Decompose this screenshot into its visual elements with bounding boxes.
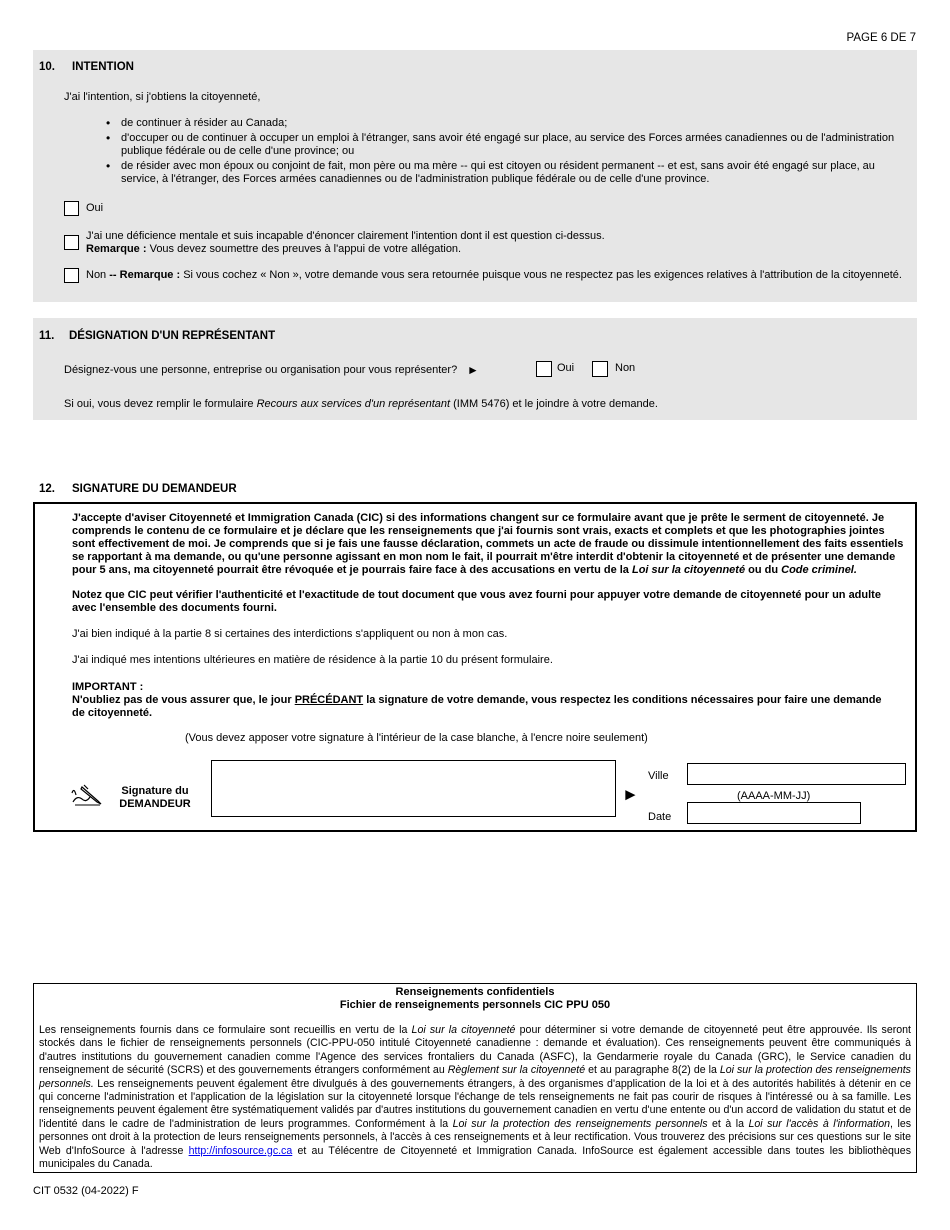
form-code: CIT 0532 (04-2022) F [33, 1185, 139, 1197]
signature-instruction: (Vous devez apposer votre signature à l'intérieur de la case blanche, à l'encre noire seulement) [185, 732, 648, 744]
ville-label: Ville [648, 770, 669, 782]
representant-oui-label: Oui [557, 362, 575, 374]
intention-oui-checkbox[interactable] [64, 201, 79, 216]
conf-text-3: et au paragraphe 8(2) de la [585, 1064, 720, 1077]
residence-statement: J'ai indiqué mes intentions ultérieures en matière de résidence à la partie 10 du présent formulaire. [72, 654, 553, 666]
note-pre: Si oui, vous devez remplir le formulaire [64, 398, 257, 410]
interdictions-statement: J'ai bien indiqué à la partie 8 si certaines des interdictions s'appliquent ou non à mon cas. [72, 628, 508, 640]
intention-non-checkbox[interactable] [64, 268, 79, 283]
non-remark-label: -- Remarque : [106, 269, 181, 281]
conf-text-5: et à la [707, 1117, 749, 1130]
right-arrow-icon: ► [622, 785, 639, 804]
intention-bullet: • de continuer à résider au Canada; [121, 117, 896, 130]
important-text [72, 694, 892, 720]
intention-oui-label: Oui [86, 202, 104, 214]
conf-text-4: Les renseignements peuvent également être divulgués à des gouvernements étrangers, à des organismes d'application de la loi et à des autorités habilités à détenir en ce qui concerne l'administration et l'application de la législation sur la citoyenneté lorsque l'échange de tels renseignements ne fait pas courir de risques à l'intéressé ou à sa famille. Les renseignements peuvent également être systématiquement validés par d'autres institutions du gouvernement canadien en vertu d'une entente ou d'un accord de validation du statut et de l'identité dans le cadre de l'administration de leurs programmes. Conformément à la [39, 1077, 911, 1130]
ville-input[interactable] [687, 763, 906, 785]
declaration-text: J'accepte d'aviser Citoyenneté et Immigration Canada (CIC) si des informations changent sur ce formulaire avant que je prête le serment de citoyenneté. Je comprends le contenu de ce formulaire et je déclare que les renseignements que j'ai fournis sont vrais, exacts et complets et que les photographies jointes sont effectivement de moi. Je comprends que si je fais une fausse déclaration, commets un acte de fraude ou dissimule intentionnellement des faits essentiels se rapportant à ma demande, ou qu'une personne agissant en mon nom le fait, il pourrait m'être interdit d'obtenir la citoyenneté et de présenter une demande pour 5 ans, ma citoyenneté pourrait être révoquée et je pourrais faire face à des accusations en vertu de la [72, 512, 904, 576]
conf-law-4: Loi sur la protection des renseignements personnels [452, 1117, 708, 1130]
section-11-title: DÉSIGNATION D'UN REPRÉSENTANT [69, 330, 276, 342]
declaration-law-2: Code criminel. [781, 564, 857, 576]
conf-text-6: , les personnes ont droit à la protection de leurs renseignements personnels, à l'accès à ces renseignements et à leur rectification. Vous trouverez des précisions sur ces questions sur le site Web d'InfoSource à l'adresse [39, 1117, 912, 1157]
important-label: IMPORTANT : [72, 681, 144, 693]
page-number: PAGE 6 DE 7 [846, 32, 916, 44]
conf-law-2: Règlement sur la citoyenneté [447, 1064, 586, 1077]
section-10-title: INTENTION [72, 61, 134, 73]
deficience-remark-text: Vous devez soumettre des preuves à l'appui de votre allégation. [146, 243, 462, 255]
intention-non-label [86, 269, 906, 282]
signature-label-line1: Signature du [121, 785, 189, 797]
date-input[interactable] [687, 802, 861, 824]
verification-paragraph: Notez que CIC peut vérifier l'authenticité et l'exactitude de tout document que vous avez fourni pour appuyer votre demande de citoyenneté pour un adulte avec l'ensemble des documents fourni. [72, 589, 881, 614]
conf-law-5: Loi sur l'accès à l'information [748, 1117, 891, 1130]
representant-note [64, 398, 658, 411]
representant-non-label: Non [615, 362, 636, 374]
confidential-subtitle: Fichier de renseignements personnels CIC PPU 050 [339, 999, 611, 1011]
date-label: Date [648, 811, 672, 823]
representant-non-checkbox[interactable] [592, 361, 608, 377]
date-format-hint: (AAAA-MM-JJ) [737, 790, 811, 802]
signature-field[interactable] [211, 760, 616, 817]
infosource-link[interactable]: http://infosource.gc.ca [188, 1144, 293, 1157]
section-12-title: SIGNATURE DU DEMANDEUR [72, 483, 237, 495]
confidential-title: Renseignements confidentiels [395, 986, 555, 998]
representant-oui-checkbox[interactable] [536, 361, 552, 377]
section-10-number: 10. [39, 61, 55, 73]
declaration-law-1: Loi sur la citoyenneté [631, 564, 746, 576]
intention-bullet: • de résider avec mon époux ou conjoint de fait, mon père ou ma mère -- qui est citoyen ou résident permanent -- et est, sans avoir été engagé sur place, au service, à l'étranger, des Forces armées canadiennes ou de l'administration publique fédérale ou de celle d'une province. [121, 160, 896, 186]
section-12-number: 12. [39, 483, 55, 495]
deficience-remark [86, 243, 886, 256]
conf-text-1: Les renseignements fournis dans ce formulaire sont recueillis en vertu de la [39, 1024, 412, 1036]
important-underlined: PRÉCÉDANT [294, 694, 364, 706]
pen-signature-icon [70, 781, 104, 807]
deficience-remark-label: Remarque : [86, 243, 147, 255]
confidential-body [39, 1024, 911, 1171]
deficience-text: J'ai une déficience mentale et suis incapable d'énoncer clairement l'intention dont il est question ci-dessus. [86, 230, 605, 242]
intention-bullet-list [121, 117, 896, 188]
important-text-b: la signature de votre demande, vous respectez les conditions nécessaires pour faire une demande de citoyenneté. [72, 694, 882, 719]
non-remark-text: Si vous cochez « Non », votre demande vous sera retournée puisque vous ne respectez pas les exigences relatives à l'attribution de la citoyenneté. [180, 269, 902, 281]
section-11-number: 11. [39, 330, 55, 342]
conf-text-2: pour déterminer si votre demande de citoyenneté peut être approuvée. Ils seront stockés dans le fichier de renseignements personnels (CIC-PPU-050 intitulé Citoyenneté canadienne : demande et évaluation). Ces renseignements peuvent être communiqués à d'autres institutions du gouvernement canadien comme l'Agence des services frontaliers du Canada (ASFC), la Gendarmerie royale du Canada (GRC), le Service canadien du renseignement de sécurité (SCRS) et des gouvernements étrangers conformément au [39, 1024, 911, 1077]
important-notice [72, 681, 892, 720]
conf-text-7: et au Télécentre de Citoyenneté et Immigration Canada. InfoSource est également accessible dans toutes les bibliothèques municipales du Canada. [39, 1144, 911, 1171]
representant-question: Désignez-vous une personne, entreprise ou organisation pour vous représenter? [64, 364, 458, 376]
note-form-name: Recours aux services d'un représentant [256, 398, 451, 410]
conf-law-3: Loi sur la protection des renseignements personnels. [39, 1064, 911, 1090]
non-prefix: Non [86, 269, 107, 281]
declaration-connector: ou du [745, 564, 782, 576]
declaration-paragraph [72, 512, 910, 577]
signature-label-line2: DEMANDEUR [119, 798, 191, 810]
conf-law-1: Loi sur la citoyenneté [411, 1024, 516, 1036]
intention-bullet: • d'occuper ou de continuer à occuper un emploi à l'étranger, sans avoir été engagé sur place, au service des Forces armées canadiennes ou de l'administration publique fédérale ou de celle d'une province; ou [121, 132, 896, 158]
signature-label [110, 785, 200, 811]
right-arrow-icon: ► [467, 363, 479, 377]
important-text-a: N'oubliez pas de vous assurer que, le jour [72, 694, 295, 706]
intention-intro: J'ai l'intention, si j'obtiens la citoyenneté, [64, 91, 261, 103]
note-post: (IMM 5476) et le joindre à votre demande. [450, 398, 658, 410]
intention-deficience-label [86, 230, 886, 256]
intention-deficience-checkbox[interactable] [64, 235, 79, 250]
